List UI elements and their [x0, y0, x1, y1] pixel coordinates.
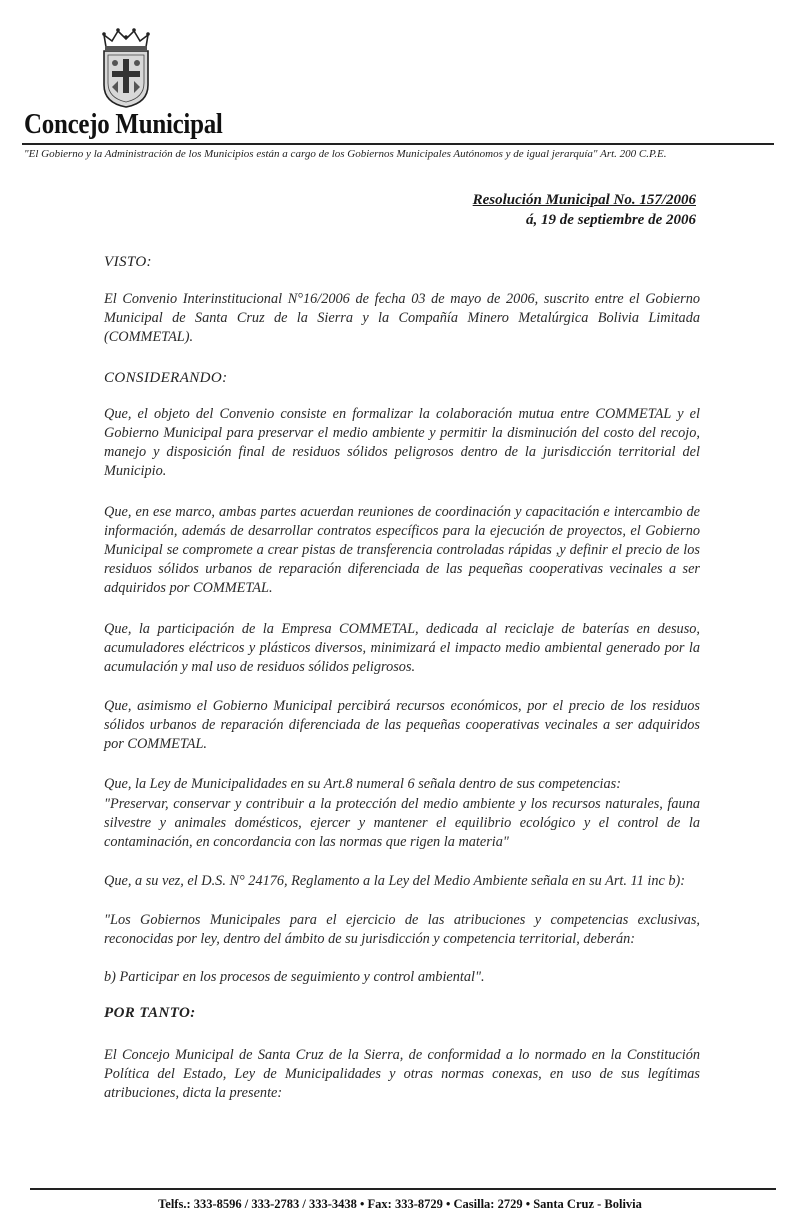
quote-paragraph: "Los Gobiernos Municipales para el ejercicio de las atribuciones y competencias exclusivas, reconocidas por ley, dentro del ámbito de su jurisdicción y competencia territorial, deberán: [104, 912, 700, 947]
footer-divider [30, 1188, 776, 1190]
considerando-paragraph: Que, la Ley de Municipalidades en su Art.8 numeral 6 señala dentro de sus competencias: [104, 776, 621, 792]
considerando-paragraph: Que, asimismo el Gobierno Municipal percibirá recursos económicos, por el precio de los residuos sólidos urbanos de reparación diferenciada de las pequeñas cooperativas vecinales a ser adquiridos por COMMETAL. [104, 698, 700, 752]
quote-item: b) Participar en los procesos de seguimiento y control ambiental". [104, 969, 485, 985]
visto-paragraph: El Convenio Interinstitucional N°16/2006 de fecha 03 de mayo de 2006, suscrito entre el Gobierno Municipal de Santa Cruz de la Sierra y la Compañía Minero Metalúrgica Bolivia Limitada (COMMETAL). [104, 291, 700, 345]
visto-heading: VISTO: [104, 254, 152, 270]
header-motto: "El Gobierno y la Administración de los Municipios están a cargo de los Gobiernos Municipales Autónomos y de igual jerarquía" Art. 200 C.P.E. [24, 148, 667, 160]
considerando-paragraph: Que, la participación de la Empresa COMMETAL, dedicada al reciclaje de baterías en desuso, acumuladores eléctricos y plásticos diversos, minimizará el impacto medio ambiental generado por la acumulación y mal uso de residuos sólidos peligrosos. [104, 621, 700, 675]
portanto-heading: POR TANTO: [104, 1005, 196, 1021]
org-name: Concejo Municipal [24, 108, 223, 140]
considerando-heading: CONSIDERANDO: [104, 370, 228, 386]
resolution-title: Resolución Municipal No. 157/2006 [472, 192, 696, 208]
portanto-paragraph: El Concejo Municipal de Santa Cruz de la Sierra, de conformidad a lo normado en la Constitución Política del Estado, Ley de Municipalidades y otras normas conexas, en uso de sus legítimas atribuciones, dicta la presente: [104, 1047, 700, 1101]
considerando-paragraph: Que, a su vez, el D.S. N° 24176, Reglamento a la Ley del Medio Ambiente señala en su Art. 11 inc b): [104, 873, 686, 889]
header-divider [22, 143, 774, 145]
considerando-paragraph: Que, en ese marco, ambas partes acuerdan reuniones de coordinación y capacitación e intercambio de información, además de desarrollar contratos específicos para la ejecución de proyectos, el Gobierno Municipal se compromete a crear pistas de transferencia controladas rápidas ,y definir el precio de los residuos sólidos urbanos de reparación diferenciada de las pequeñas cooperativas vecinales a ser adquiridos por COMMETAL. [104, 504, 700, 596]
coat-of-arms-icon [98, 27, 154, 109]
resolution-date: á, 19 de septiembre de 2006 [526, 212, 696, 228]
quote-paragraph: "Preservar, conservar y contribuir a la protección del medio ambiente y los recursos naturales, fauna silvestre y animales domésticos, ejercer y mantener el equilibrio ecológico y el control de la contaminación, en concordancia con las normas que rigen la materia" [104, 796, 700, 850]
footer-contact: Telfs.: 333-8596 / 333-2783 / 333-3438 • Fax: 333-8729 • Casilla: 2729 • Santa Cruz - Bolivia [158, 1197, 642, 1211]
considerando-paragraph: Que, el objeto del Convenio consiste en formalizar la colaboración mutua entre COMMETAL y el Gobierno Municipal para preservar el medio ambiente y permitir la disminución del costo del recojo, manejo y disposición final de residuos sólidos peligrosos dentro de la jurisdicción territorial del Municipio. [104, 406, 700, 479]
